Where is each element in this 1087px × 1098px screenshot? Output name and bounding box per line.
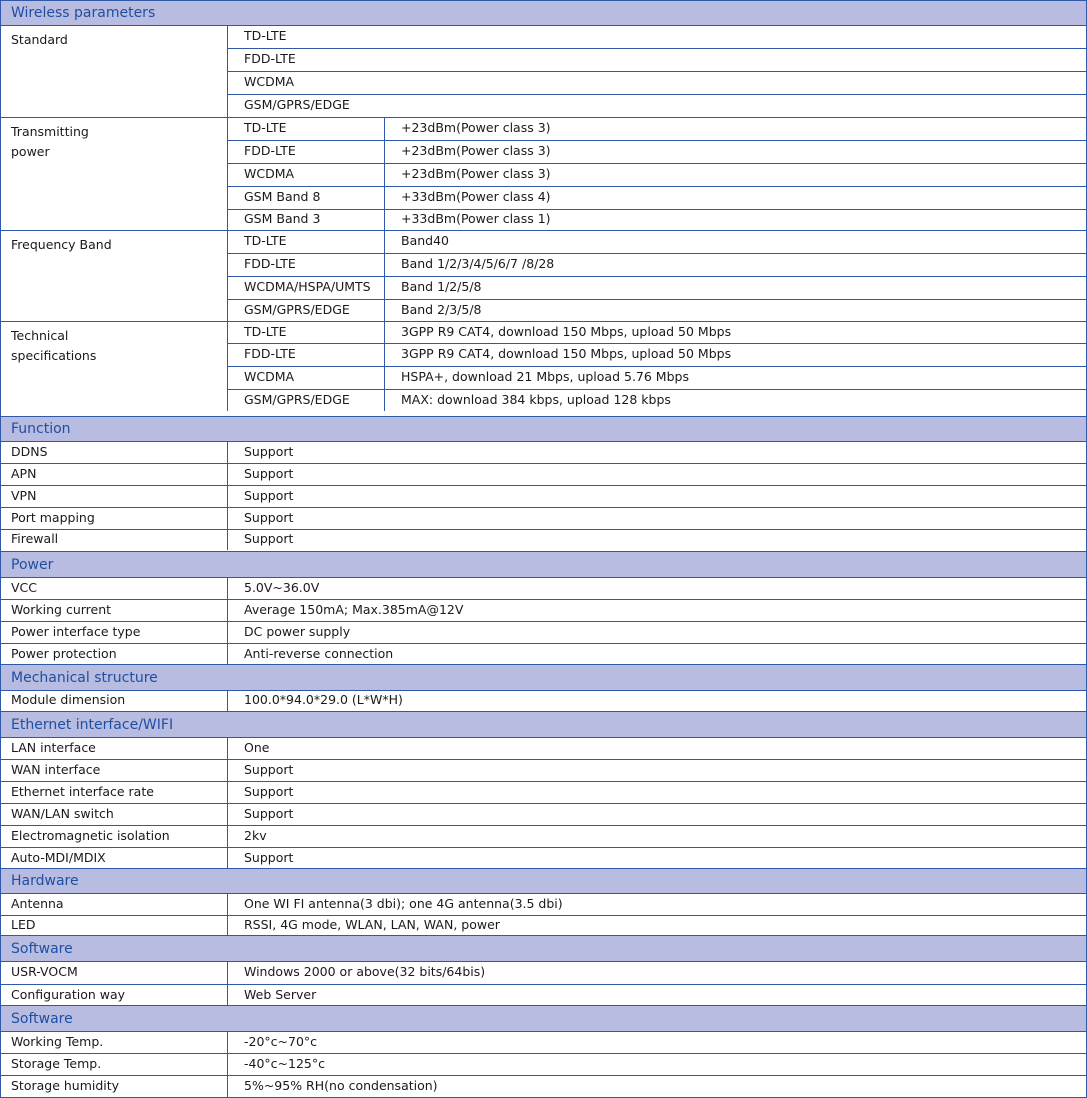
row-value: -40°c~125°c (244, 1055, 325, 1071)
row-label: LAN interface (11, 739, 96, 755)
row-detail: +33dBm(Power class 4) (401, 189, 551, 205)
column-divider (227, 1031, 228, 1097)
row-value: Support (244, 805, 294, 821)
section-header: Hardware (0, 868, 1087, 894)
row-label: Firewall (11, 531, 59, 547)
row-value: Windows 2000 or above(32 bits/64bis) (244, 964, 486, 980)
column-divider (227, 577, 228, 665)
column-divider (384, 140, 385, 163)
row-label: Module dimension (11, 692, 126, 708)
row-label: Power protection (11, 645, 117, 661)
column-divider (384, 366, 385, 389)
row-label: Electromagnetic isolation (11, 827, 170, 843)
row-value: TD-LTE (244, 120, 287, 136)
row-value: DC power supply (244, 623, 351, 639)
row-label: Storage Temp. (11, 1055, 102, 1071)
row-value: Support (244, 487, 294, 503)
column-divider (227, 961, 228, 1007)
row-value: GSM/GPRS/EDGE (244, 391, 350, 407)
row-label: WAN interface (11, 761, 101, 777)
column-divider (384, 230, 385, 253)
row-value: 5%~95% RH(no condensation) (244, 1077, 438, 1093)
row-value: GSM Band 3 (244, 211, 321, 227)
row-value: 2kv (244, 827, 267, 843)
row-value: Support (244, 849, 294, 865)
column-divider (384, 253, 385, 276)
row-detail: 3GPP R9 CAT4, download 150 Mbps, upload 50 Mbps (401, 346, 732, 362)
row-label: LED (11, 917, 36, 933)
row-detail: MAX: download 384 kbps, upload 128 kbps (401, 391, 671, 407)
row-label: Technical specifications (11, 328, 97, 363)
row-value: FDD-LTE (244, 51, 296, 67)
row-label: Antenna (11, 895, 64, 911)
row-value: WCDMA (244, 166, 295, 182)
row-value: RSSI, 4G mode, WLAN, LAN, WAN, power (244, 917, 500, 933)
row-value: Support (244, 531, 294, 547)
row-detail: 3GPP R9 CAT4, download 150 Mbps, upload 50 Mbps (401, 323, 732, 339)
column-divider (384, 117, 385, 140)
row-value: Support (244, 443, 294, 459)
row-value: -20°c~70°c (244, 1033, 318, 1049)
row-detail: +23dBm(Power class 3) (401, 120, 551, 136)
row-value: TD-LTE (244, 233, 287, 249)
row-detail: Band 1/2/5/8 (401, 279, 482, 295)
column-divider (384, 163, 385, 186)
row-label: Working Temp. (11, 1033, 104, 1049)
row-label: Standard (11, 32, 68, 47)
row-label: Port mapping (11, 509, 95, 525)
section-header: Software (0, 935, 1087, 962)
column-divider (227, 441, 228, 550)
row-value: 100.0*94.0*29.0 (L*W*H) (244, 692, 403, 708)
row-label: Power interface type (11, 623, 141, 639)
row-label: Configuration way (11, 987, 126, 1003)
row-value: Support (244, 761, 294, 777)
row-value: GSM/GPRS/EDGE (244, 97, 350, 113)
row-label: USR-VOCM (11, 964, 78, 980)
row-label: Ethernet interface rate (11, 783, 154, 799)
column-divider (384, 343, 385, 366)
column-divider (384, 186, 385, 209)
row-label: DDNS (11, 443, 48, 459)
row-detail: Band 1/2/3/4/5/6/7 /8/28 (401, 256, 555, 272)
column-divider (384, 389, 385, 411)
row-detail: +33dBm(Power class 1) (401, 211, 551, 227)
row-value: WCDMA/HSPA/UMTS (244, 279, 371, 295)
row-label: VCC (11, 579, 38, 595)
section-header: Software (0, 1005, 1087, 1032)
row-detail: +23dBm(Power class 3) (401, 143, 551, 159)
section-header: Ethernet interface/WIFI (0, 711, 1087, 738)
column-divider (227, 737, 228, 869)
row-value: WCDMA (244, 369, 295, 385)
row-value: Support (244, 509, 294, 525)
row-value: FDD-LTE (244, 256, 296, 272)
row-detail: HSPA+, download 21 Mbps, upload 5.76 Mbps (401, 369, 689, 385)
section-header: Mechanical structure (0, 664, 1087, 691)
row-label: Frequency Band (11, 237, 112, 252)
row-label: APN (11, 465, 37, 481)
row-value: TD-LTE (244, 323, 287, 339)
column-divider (384, 299, 385, 321)
column-divider (0, 0, 1, 1098)
row-detail: +23dBm(Power class 3) (401, 166, 551, 182)
row-value: Anti-reverse connection (244, 645, 394, 661)
section-header: Power (0, 551, 1087, 578)
column-divider (384, 321, 385, 343)
section-header: Wireless parameters (0, 0, 1087, 26)
column-divider (227, 690, 228, 711)
column-divider (227, 25, 228, 411)
column-divider (227, 893, 228, 936)
row-value: One WI FI antenna(3 dbi); one 4G antenna(3.5 dbi) (244, 895, 563, 911)
row-label: VPN (11, 487, 37, 503)
row-value: GSM/GPRS/EDGE (244, 301, 350, 317)
row-label: Transmitting power (11, 124, 89, 159)
row-label: Storage humidity (11, 1077, 120, 1093)
row-label: Working current (11, 601, 112, 617)
row-label: WAN/LAN switch (11, 805, 114, 821)
column-divider (384, 276, 385, 299)
row-value: FDD-LTE (244, 143, 296, 159)
row-value: TD-LTE (244, 28, 287, 44)
row-value: Support (244, 783, 294, 799)
row-value: Web Server (244, 987, 317, 1003)
row-value: Support (244, 465, 294, 481)
row-value: FDD-LTE (244, 346, 296, 362)
row-detail: Band 2/3/5/8 (401, 301, 482, 317)
row-label: Auto-MDI/MDIX (11, 849, 106, 865)
row-value: WCDMA (244, 74, 295, 90)
section-header: Function (0, 416, 1087, 442)
row-value: 5.0V~36.0V (244, 579, 320, 595)
row-value: Average 150mA; Max.385mA@12V (244, 601, 464, 617)
row-value: GSM Band 8 (244, 189, 321, 205)
column-divider (384, 209, 385, 230)
row-detail: Band40 (401, 233, 449, 249)
row-value: One (244, 739, 270, 755)
